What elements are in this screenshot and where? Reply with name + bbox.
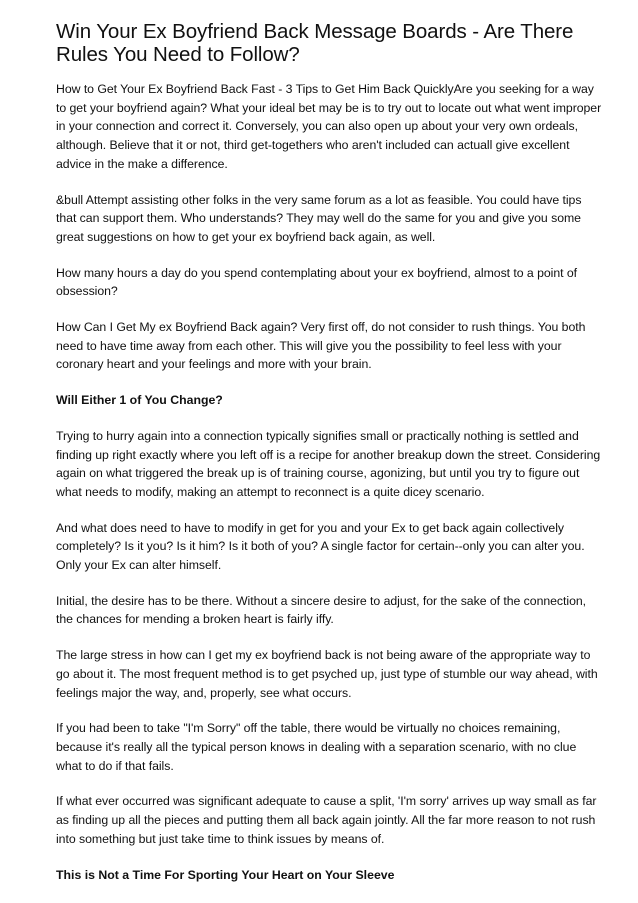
paragraph: Initial, the desire has to be there. Without a sincere desire to adjust, for the sake of the connection, the chances for mending a broken heart is fairly iffy.	[56, 593, 587, 627]
paragraph: &bull Attempt assisting other folks in the very same forum as a lot as feasible. You could have tips that can support them. Who understands? They may well do the same for you and give you some great suggestions on how to get your ex boyfriend back again, as well.	[56, 192, 582, 244]
paragraph: And what does need to have to modify in get for you and your Ex to get back again collectively completely? Is it you? Is it him? Is it both of you? A single factor for certain--only you can alter you. Only your Ex can alter himself.	[56, 520, 585, 573]
paragraph: If you had been to take "I'm Sorry" off the table, there would be virtually no choices remaining, because it's really all the typical person knows in dealing with a separation scenario, with no clue what to do if that fails.	[56, 721, 577, 773]
page-title: Win Your Ex Boyfriend Back Message Boards - Are There Rules You Need to Follow?	[56, 20, 574, 66]
paragraph: Trying to hurry again into a connection typically signifies small or practically nothing is settled and finding up right exactly where you left off is a recipe for another breakup down the street. Considering again on what triggered the break up is of training course, agonizing, but until you try to figure out what needs to modify, making an attempt to reconnect is a quite dicey scenario.	[56, 428, 601, 499]
document-page	[56, 20, 604, 901]
paragraph: How many hours a day do you spend contemplating about your ex boyfriend, almost to a point of obsession?	[56, 265, 578, 299]
paragraph: If what ever occurred was significant adequate to cause a split, 'I'm sorry' arrives up way small as far as finding up all the pieces and putting them all back again jointly. All the far more reason to not rush into something but just take time to think issues by means of.	[56, 794, 597, 846]
paragraph: The large stress in how can I get my ex boyfriend back is not being aware of the appropriate way to go about it. The most frequent method is to get psyched up, just type of stumble our way ahead, with feelings major the way, and, properly, see what occurs.	[56, 648, 598, 700]
section-heading: This is Not a Time For Sporting Your Heart on Your Sleeve	[56, 867, 395, 882]
section-heading: Will Either 1 of You Change?	[56, 393, 223, 408]
paragraph: How Can I Get My ex Boyfriend Back again? Very first off, do not consider to rush things. You both need to have time away from each other. This will give you the possibility to feel less with your coronary heart and your feelings and more with your brain.	[56, 320, 586, 372]
paragraph: How to Get Your Ex Boyfriend Back Fast - 3 Tips to Get Him Back QuicklyAre you seeking for a way to get your boyfriend again? What your ideal bet may be is to try out to locate out what went improper in your connection and correct it. Conversely, you can also open up about your very own ordeals, although. Believe that it or not, third get-togethers who aren't included can actuall give excellent advice in the make a difference.	[56, 82, 602, 171]
